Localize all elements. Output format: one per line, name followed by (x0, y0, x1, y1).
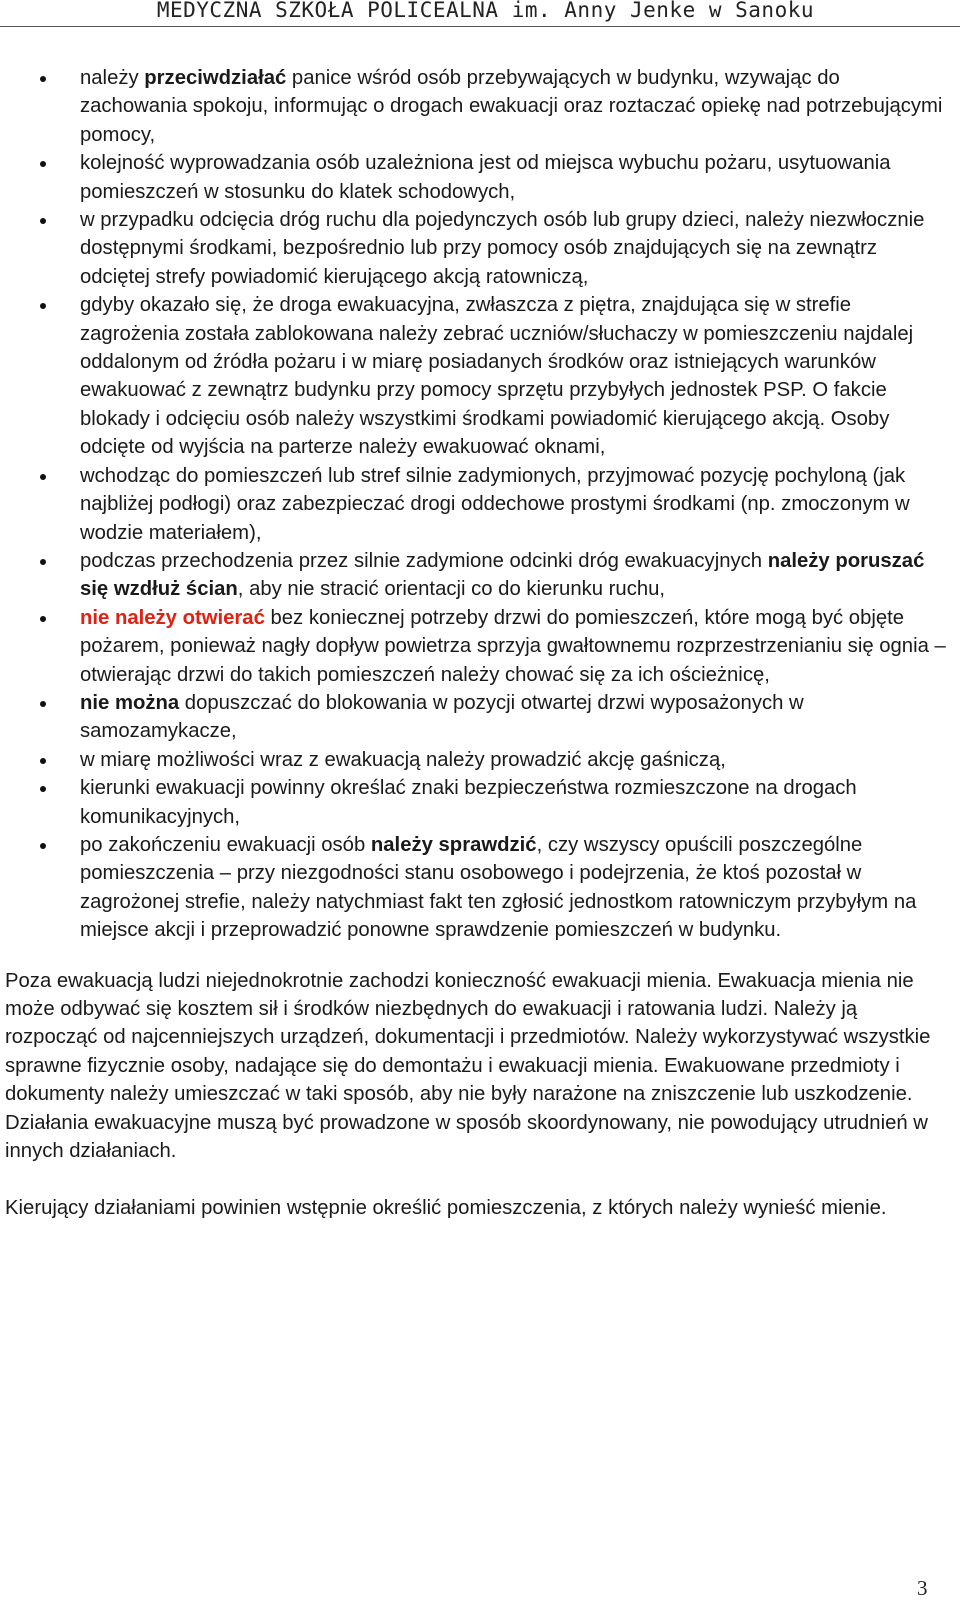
property-evacuation-paragraph: Poza ewakuacją ludzi niejednokrotnie zachodzi konieczność ewakuacji mienia. Ewakuacja mienia nie może odbywać się kosztem sił i środków niezbędnych do ewakuacji i ratowania ludzi. Należy ją rozpocząć od najcenniejszych urządzeń, dokumentacji i przedmiotów. Należy wykorzystywać wszystkie sprawne fizycznie osoby, nadające się do demontażu i ewakuacji mienia. Ewakuowane przedmioty i dokumenty należy umieszczać w taki sposób, aby nie były narażone na zniszczenie lub uszkodzenie. Działania ewakuacyjne muszą być prowadzone w sposób skoordynowany, nie powodujący utrudnień w innych działaniach. (5, 969, 931, 1163)
bullet-icon (40, 758, 46, 764)
list-item: kierunki ewakuacji powinny określać znaki bezpieczeństwa rozmieszczone na drogach komunikacyjnych, (5, 774, 950, 831)
commander-paragraph: Kierujący działaniami powinien wstępnie określić pomieszczenia, z których należy wynieść mienie. (5, 1197, 887, 1220)
bullet-icon (40, 559, 46, 565)
emphasis-bold: przeciwdziałać (144, 67, 287, 89)
list-item: nie można dopuszczać do blokowania w pozycji otwartej drzwi wyposażonych w samozamykacze, (5, 689, 950, 746)
emphasis-bold: należy poruszać się wzdłuż ścian (80, 549, 925, 601)
list-item: kolejność wyprowadzania osób uzależniona jest od miejsca wybuchu pożaru, usytuowania pomieszczeń w stosunku do klatek schodowych, (5, 149, 950, 206)
bullet-icon (40, 616, 46, 622)
bullet-icon (40, 701, 46, 707)
school-name-header: MEDYCZNA SZKOŁA POLICEALNA im. Anny Jenke w Sanoku (156, 0, 814, 22)
list-item: podczas przechodzenia przez silnie zadymione odcinki dróg ewakuacyjnych należy poruszać się wzdłuż ścian, aby nie stracić orientacji co do kierunku ruchu, (5, 547, 950, 604)
list-item: w przypadku odcięcia dróg ruchu dla pojedynczych osób lub grupy dzieci, należy niezwłocznie dostępnymi środkami, bezpośrednio lub przy pomocy osób znajdujących się na zewnątrz odciętej strefy powiadomić kierującego akcją ratowniczą, (5, 206, 950, 291)
bullet-icon (40, 218, 46, 224)
bullet-icon (40, 474, 46, 480)
list-item: nie należy otwierać bez koniecznej potrzeby drzwi do pomieszczeń, które mogą być objęte pożarem, ponieważ nagły dopływ powietrza sprzyja gwałtownemu rozprzestrzenianiu się ognia – otwierając drzwi do takich pomieszczeń należy chować się za ich ościeżnicę, (5, 604, 950, 689)
page-number: 3 (917, 1576, 928, 1600)
emphasis-bold: nie można (80, 691, 180, 714)
bullet-icon (40, 303, 46, 309)
list-item: należy przeciwdziałać panice wśród osób przebywających w budynku, wzywając do zachowania spokoju, informując o drogach ewakuacji oraz roztaczać opiekę nad potrzebującymi pomocy, (5, 64, 950, 149)
evacuation-rules-list (5, 64, 950, 945)
list-item: gdyby okazało się, że droga ewakuacyjna, zwłaszcza z piętra, znajdująca się w strefie zagrożenia została zablokowana należy zebrać uczniów/słuchaczy w pomieszczeniu najdalej oddalonym od źródła pożaru i w miarę posiadanych środków oraz istniejących warunków ewakuować z zewnątrz budynku przy pomocy sprzętu przybyłych jednostek PSP. O fakcie blokady i odcięciu osób należy wszystkimi środkami powiadomić kierującego akcją. Osoby odcięte od wyjścia na parterze należy ewakuować oknami, (5, 291, 950, 461)
warning-emphasis: nie należy otwierać (80, 606, 265, 629)
bullet-icon (40, 161, 46, 167)
emphasis-bold: należy sprawdzić (370, 833, 537, 856)
bullet-icon (40, 76, 46, 82)
bullet-icon (40, 843, 46, 849)
document-body (5, 64, 950, 1223)
list-item: po zakończeniu ewakuacji osób należy sprawdzić, czy wszyscy opuścili poszczególne pomieszczenia – przy niezgodności stanu osobowego i podejrzenia, że ktoś pozostał w zagrożonej strefie, należy natychmiast fakt ten zgłosić jednostkom ratowniczym przybyłym na miejsce akcji i przeprowadzić ponowne sprawdzenie pomieszczeń w budynku. (5, 831, 950, 945)
page-header (0, 0, 960, 27)
list-item: wchodząc do pomieszczeń lub stref silnie zadymionych, przyjmować pozycję pochyloną (jak najbliżej podłogi) oraz zabezpieczać drogi oddechowe prostymi środkami (np. zmoczonym w wodzie materiałem), (5, 462, 950, 547)
bullet-icon (40, 786, 46, 792)
list-item: w miarę możliwości wraz z ewakuacją należy prowadzić akcję gaśniczą, (5, 746, 950, 774)
